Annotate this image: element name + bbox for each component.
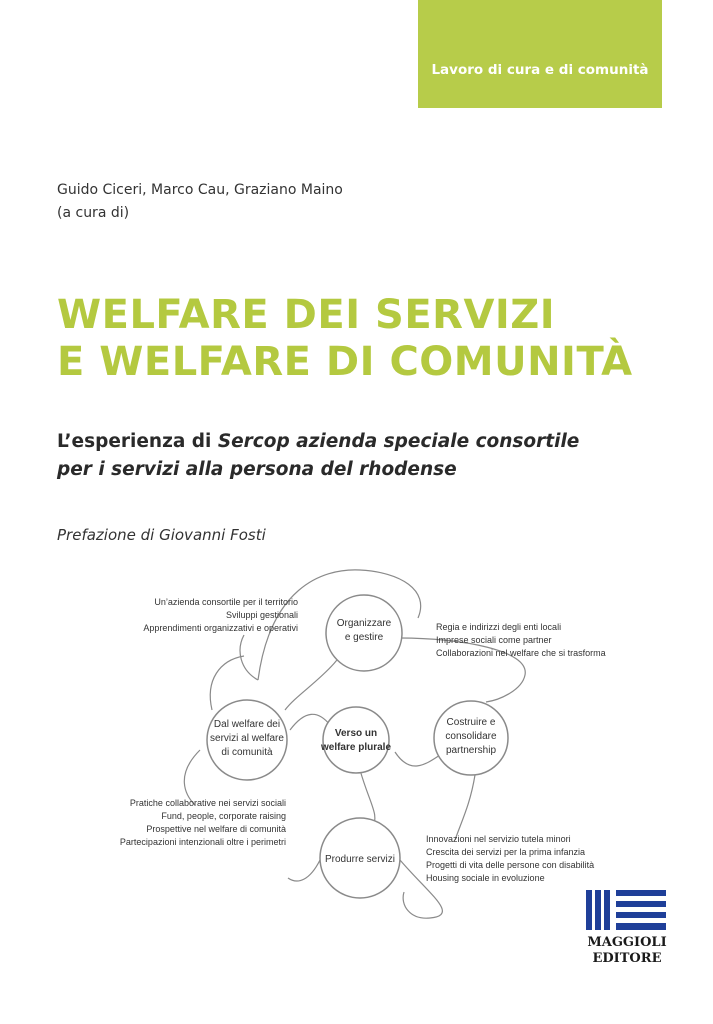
- node-centro-circle: [323, 707, 389, 773]
- dal-welfare-line-3: di comunità: [221, 747, 273, 758]
- note-bottom-right-4: Housing sociale in evoluzione: [426, 873, 545, 883]
- preface-credit: Prefazione di Giovanni Fosti: [57, 526, 266, 544]
- note-bottom-right-2: Crescita dei servizi per la prima infanzia: [426, 847, 586, 857]
- subtitle-line-2: per i servizi alla persona del rhodense: [57, 459, 457, 480]
- subtitle-line-1: [57, 428, 579, 456]
- title-line-1: WELFARE DEI SERVIZI: [57, 292, 556, 338]
- series-banner: [418, 0, 662, 108]
- note-bottom-left-3: Prospettive nel welfare di comunità: [146, 824, 286, 834]
- dal-welfare-line-1: Dal welfare dei: [213, 719, 281, 730]
- title-line-2: E WELFARE DI COMUNITÀ: [57, 339, 633, 385]
- note-bottom-right-1: Innovazioni nel servizio tutela minori: [426, 834, 571, 844]
- note-bottom-right-3: Progetti di vita delle persone con disabilità: [426, 860, 595, 870]
- note-bottom-left-4: Partecipazioni intenzionali oltre i perimetri: [119, 837, 286, 847]
- connector-left-bottom: [288, 860, 320, 881]
- publisher-logo: [586, 890, 669, 966]
- series-label: Lavoro di cura e di comunità: [431, 62, 649, 78]
- authors-block: [57, 179, 343, 225]
- cycle-diagram: [0, 560, 713, 940]
- note-bottom-left-1: Pratiche collaborative nei servizi sociali: [129, 798, 286, 808]
- dal-welfare-line-2: servizi al welfare: [210, 733, 284, 744]
- note-top-right-2: Imprese sociali come partner: [436, 635, 552, 645]
- editor-role: (a cura di): [57, 205, 130, 221]
- organizzare-line-1: Organizzare: [336, 618, 392, 629]
- connector-left-down: [184, 750, 200, 805]
- inner-spiral-3: [395, 752, 440, 766]
- connector-right-down: [455, 775, 475, 840]
- book-title: [57, 292, 633, 386]
- costruire-line-1: Costruire e: [446, 717, 496, 728]
- inner-spiral-1: [290, 714, 330, 730]
- centro-line-1: Verso un: [334, 728, 378, 739]
- connector-top-left: [240, 635, 258, 680]
- author-names: Guido Ciceri, Marco Cau, Graziano Maino: [57, 182, 343, 198]
- note-top-left-1: Un’azienda consortile per il territorio: [154, 597, 298, 607]
- note-top-left-3: Apprendimenti organizzativi e operativi: [143, 623, 298, 633]
- publisher-name-line-2: EDITORE: [592, 951, 662, 966]
- costruire-line-3: partnership: [445, 745, 497, 756]
- costruire-line-2: consolidare: [445, 731, 497, 742]
- note-bottom-left-2: Fund, people, corporate raising: [161, 811, 286, 821]
- organizzare-line-2: e gestire: [344, 632, 384, 643]
- note-top-right-1: Regia e indirizzi degli enti locali: [436, 622, 562, 632]
- publisher-name-line-1: MAGGIOLI: [587, 935, 667, 950]
- note-top-right-3: Collaborazioni nel welfare che si trasforma: [436, 648, 606, 658]
- note-top-left-2: Sviluppi gestionali: [225, 610, 298, 620]
- subtitle-organization: Sercop azienda speciale consortile: [217, 431, 580, 452]
- produrre-line-1: Produrre servizi: [324, 854, 396, 865]
- centro-line-2: welfare plurale: [320, 742, 392, 753]
- subtitle-prefix: L’esperienza di: [57, 431, 218, 452]
- book-subtitle: [57, 428, 579, 484]
